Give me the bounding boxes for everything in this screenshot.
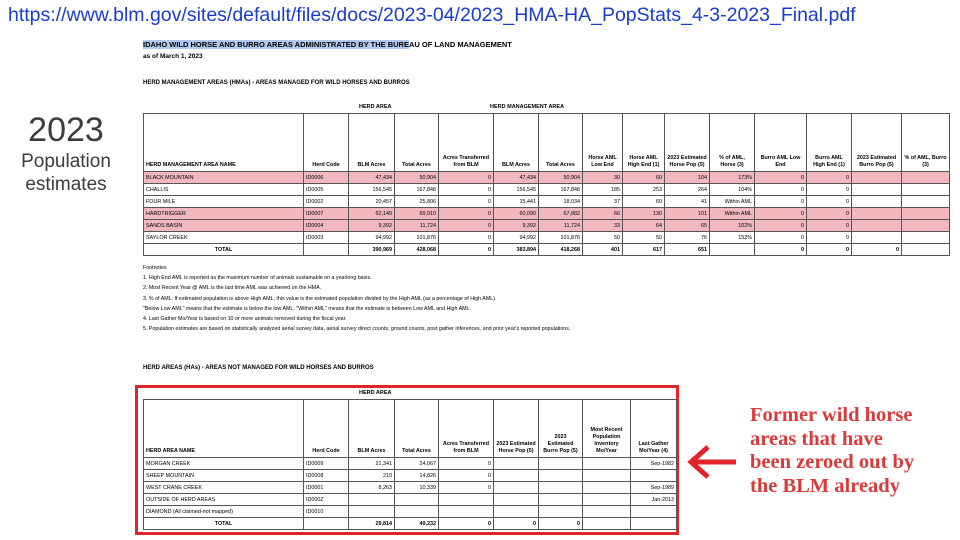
table-cell: 9,392 bbox=[494, 220, 539, 232]
row-name-cell: FOUR MILE bbox=[144, 196, 304, 208]
table-cell: 0 bbox=[439, 458, 494, 470]
row-name-cell: BLACK MOUNTAIN bbox=[144, 172, 304, 184]
table-cell: 50 bbox=[583, 232, 623, 244]
table-cell bbox=[852, 184, 902, 196]
table-cell: 152% bbox=[710, 232, 755, 244]
table-cell bbox=[539, 458, 583, 470]
total-row bbox=[144, 244, 950, 256]
table-cell: 130 bbox=[623, 208, 665, 220]
table-cell: 0 bbox=[755, 172, 807, 184]
table-cell bbox=[902, 232, 950, 244]
table-cell bbox=[395, 494, 439, 506]
table-cell bbox=[583, 458, 631, 470]
table-cell: 41 bbox=[665, 196, 710, 208]
table-cell: 14,826 bbox=[395, 470, 439, 482]
column-header: BLM Acres bbox=[349, 114, 395, 172]
row-name-cell: SHEEP MOUNTAIN bbox=[144, 470, 304, 482]
row-name-cell: TOTAL bbox=[144, 518, 304, 530]
table-cell: 156,545 bbox=[349, 184, 395, 196]
column-header: 2023 Estimated Horse Pop (5) bbox=[665, 114, 710, 172]
table-cell: 76 bbox=[665, 232, 710, 244]
table-cell bbox=[583, 518, 631, 530]
table-cell: 10,339 bbox=[395, 482, 439, 494]
title-highlighted: IDAHO WILD HORSE AND BURRO AREAS ADMINISTRATED BY THE BURE bbox=[143, 40, 409, 49]
table-cell: 0 bbox=[439, 482, 494, 494]
table-cell bbox=[902, 196, 950, 208]
row-name-cell: HARDTRIGGER bbox=[144, 208, 304, 220]
table-cell: 390,969 bbox=[349, 244, 395, 256]
table-row bbox=[144, 482, 677, 494]
table-cell bbox=[902, 220, 950, 232]
column-header: HERD AREA NAME bbox=[144, 400, 304, 458]
row-name-cell: OUTSIDE OF HERD AREAS bbox=[144, 494, 304, 506]
table-cell bbox=[304, 518, 349, 530]
table-cell: 383,894 bbox=[494, 244, 539, 256]
row-name-cell: SANDS BASIN bbox=[144, 220, 304, 232]
table-cell: Jan-2013 bbox=[631, 494, 677, 506]
table-cell: 418,268 bbox=[539, 244, 583, 256]
table-cell: 0 bbox=[807, 208, 852, 220]
table-cell bbox=[304, 244, 349, 256]
table-cell: 401 bbox=[583, 244, 623, 256]
table-cell: 33 bbox=[583, 220, 623, 232]
table-cell: 0 bbox=[807, 196, 852, 208]
table-cell bbox=[494, 458, 539, 470]
row-name-cell: CHALLIS bbox=[144, 184, 304, 196]
table-cell bbox=[631, 518, 677, 530]
table-cell: 167,848 bbox=[539, 184, 583, 196]
table-cell: 0 bbox=[852, 244, 902, 256]
table-cell: ID000Z bbox=[304, 494, 349, 506]
table-cell: 50 bbox=[623, 232, 665, 244]
table-cell: 156,545 bbox=[494, 184, 539, 196]
row-name-cell: WEST CRANE CREEK bbox=[144, 482, 304, 494]
table-cell: ID0007 bbox=[304, 208, 349, 220]
table-cell bbox=[494, 482, 539, 494]
table-cell: ID0004 bbox=[304, 220, 349, 232]
table-cell bbox=[539, 494, 583, 506]
hma-group-hma: HERD MANAGEMENT AREA bbox=[490, 104, 565, 110]
table-cell: 15,441 bbox=[494, 196, 539, 208]
column-header: Most Recent Population Inventory Mo/Year bbox=[583, 400, 631, 458]
column-header: Total Acres bbox=[539, 114, 583, 172]
annotation-line-3: been zeroed out by bbox=[750, 451, 915, 473]
table-cell: 0 bbox=[755, 220, 807, 232]
table-cell: ID0005 bbox=[304, 184, 349, 196]
annotation-line-1: Former wild horse bbox=[750, 404, 913, 426]
column-header: 2023 Estimated Horse Pop (5) bbox=[494, 400, 539, 458]
column-header: HERD MANAGEMENT AREA NAME bbox=[144, 114, 304, 172]
table-cell: 47,434 bbox=[494, 172, 539, 184]
table-cell: 69,910 bbox=[395, 208, 439, 220]
annotation-line-4: the BLM already bbox=[750, 474, 900, 497]
annotation-text bbox=[750, 404, 914, 498]
table-cell bbox=[439, 494, 494, 506]
table-cell: 0 bbox=[807, 184, 852, 196]
source-url[interactable]: https://www.blm.gov/sites/default/files/docs/2023-04/2023_HMA-HA_PopStats_4-3-2023_Final.pdf bbox=[8, 4, 856, 26]
table-cell: 101,876 bbox=[395, 232, 439, 244]
footnote: "Below Low AML" means that the estimate is below the low AML. "Within AML" means that the estimate is between Low AML and High AML. bbox=[143, 305, 471, 312]
table-cell: 60 bbox=[623, 196, 665, 208]
column-header: 2023 Estimated Burro Pop (5) bbox=[539, 400, 583, 458]
table-cell: 94,992 bbox=[349, 232, 395, 244]
column-header: % of AML, Burro (3) bbox=[902, 114, 950, 172]
table-cell: 0 bbox=[539, 518, 583, 530]
table-cell: 0 bbox=[807, 232, 852, 244]
left-arrow-icon bbox=[686, 444, 738, 480]
table-cell: Sep-1982 bbox=[631, 458, 677, 470]
table-row bbox=[144, 232, 950, 244]
table-cell: 0 bbox=[439, 172, 494, 184]
table-cell: 101,876 bbox=[539, 232, 583, 244]
hma-header-row bbox=[144, 114, 950, 172]
table-cell: 0 bbox=[439, 196, 494, 208]
table-cell: ID0003 bbox=[304, 232, 349, 244]
footnotes-heading: Footnotes bbox=[143, 265, 167, 271]
table-cell: 18,034 bbox=[539, 196, 583, 208]
column-header: Total Acres bbox=[395, 114, 439, 172]
table-cell: ID0001 bbox=[304, 482, 349, 494]
table-row bbox=[144, 196, 950, 208]
table-cell: 102% bbox=[710, 220, 755, 232]
ha-section-heading: HERD AREAS (HAs) - AREAS NOT MANAGED FOR WILD HORSES AND BURROS bbox=[143, 365, 374, 371]
column-header: BLM Acres bbox=[494, 114, 539, 172]
table-cell: 0 bbox=[439, 184, 494, 196]
table-cell: 0 bbox=[807, 220, 852, 232]
column-header: Herd Code bbox=[304, 114, 349, 172]
table-cell bbox=[902, 184, 950, 196]
ha-header-row bbox=[144, 400, 677, 458]
table-cell: 62,149 bbox=[349, 208, 395, 220]
table-cell bbox=[852, 232, 902, 244]
row-name-cell: TOTAL bbox=[144, 244, 304, 256]
side-line-2: estimates bbox=[25, 174, 107, 195]
table-cell: 104 bbox=[665, 172, 710, 184]
table-cell: 0 bbox=[755, 196, 807, 208]
footnote: 4. Last Gather Mo/Year is based on 10 or more animals removed during the fiscal year. bbox=[143, 316, 347, 323]
table-cell bbox=[395, 506, 439, 518]
hma-section-heading: HERD MANAGEMENT AREAS (HMAs) - AREAS MANAGED FOR WILD HORSES AND BURROS bbox=[143, 80, 410, 86]
footnote: 5. Population estimates are based on statistically analyzed aerial survey data, aerial survey direct counts, ground counts, post gather inferences, and prior year's reported populations. bbox=[143, 326, 571, 333]
table-cell: 67,882 bbox=[539, 208, 583, 220]
footnote: 3. % of AML: If estimated population is above High AML, this value is the estimated population divided by the High AML (as a percentage of High AML). bbox=[143, 295, 497, 302]
table-cell bbox=[349, 494, 395, 506]
table-cell: ID0006 bbox=[304, 172, 349, 184]
table-cell: 167,848 bbox=[395, 184, 439, 196]
table-cell bbox=[852, 196, 902, 208]
table-cell: 50,904 bbox=[395, 172, 439, 184]
table-row bbox=[144, 458, 677, 470]
table-cell bbox=[852, 208, 902, 220]
table-cell: 0 bbox=[439, 470, 494, 482]
table-cell: Sep-1989 bbox=[631, 482, 677, 494]
total-row bbox=[144, 518, 677, 530]
table-cell: 50,904 bbox=[539, 172, 583, 184]
table-cell: 0 bbox=[755, 232, 807, 244]
table-cell: 25,806 bbox=[395, 196, 439, 208]
table-cell: 8,263 bbox=[349, 482, 395, 494]
table-cell: 185 bbox=[583, 184, 623, 196]
ha-group-herd-area: HERD AREA bbox=[359, 390, 392, 396]
table-cell bbox=[539, 470, 583, 482]
table-cell bbox=[583, 506, 631, 518]
table-cell: 101 bbox=[665, 208, 710, 220]
column-header: Acres Transferred from BLM bbox=[439, 114, 494, 172]
row-name-cell: SAYLOR CREEK bbox=[144, 232, 304, 244]
side-year: 2023 bbox=[28, 111, 104, 149]
table-cell: 617 bbox=[623, 244, 665, 256]
table-cell: 651 bbox=[665, 244, 710, 256]
table-cell bbox=[439, 506, 494, 518]
column-header: Horse AML High End (1) bbox=[623, 114, 665, 172]
column-header: Herd Code bbox=[304, 400, 349, 458]
table-cell: 9,392 bbox=[349, 220, 395, 232]
table-cell: Within AML bbox=[710, 196, 755, 208]
table-cell bbox=[902, 172, 950, 184]
table-cell: Within AML bbox=[710, 208, 755, 220]
table-cell: 253 bbox=[623, 184, 665, 196]
table-cell bbox=[902, 244, 950, 256]
table-row bbox=[144, 172, 950, 184]
table-cell: 60,090 bbox=[494, 208, 539, 220]
table-cell: ID0010 bbox=[304, 506, 349, 518]
table-cell: 0 bbox=[439, 220, 494, 232]
table-cell: 65 bbox=[665, 220, 710, 232]
table-cell: 264 bbox=[665, 184, 710, 196]
column-header: Burro AML Low End bbox=[755, 114, 807, 172]
table-cell: 64 bbox=[623, 220, 665, 232]
column-header: Total Acres bbox=[395, 400, 439, 458]
annotation-line-2: areas that have bbox=[750, 427, 883, 450]
table-cell: 66 bbox=[583, 208, 623, 220]
table-cell: 24,067 bbox=[395, 458, 439, 470]
table-cell: 29,814 bbox=[349, 518, 395, 530]
side-caption bbox=[6, 110, 126, 196]
table-cell: 0 bbox=[755, 184, 807, 196]
table-cell: 37 bbox=[583, 196, 623, 208]
table-cell bbox=[539, 506, 583, 518]
table-cell bbox=[494, 494, 539, 506]
ha-table bbox=[143, 399, 677, 530]
table-cell: 20,457 bbox=[349, 196, 395, 208]
table-cell: 0 bbox=[439, 244, 494, 256]
table-cell: 104% bbox=[710, 184, 755, 196]
table-cell bbox=[852, 220, 902, 232]
table-cell: 173% bbox=[710, 172, 755, 184]
table-cell: 0 bbox=[807, 244, 852, 256]
table-row bbox=[144, 506, 677, 518]
table-row bbox=[144, 220, 950, 232]
table-cell: 11,724 bbox=[539, 220, 583, 232]
column-header: Last Gather Mo/Year (4) bbox=[631, 400, 677, 458]
table-cell: 11,724 bbox=[395, 220, 439, 232]
table-row bbox=[144, 184, 950, 196]
table-cell: 21,341 bbox=[349, 458, 395, 470]
footnotes bbox=[143, 263, 570, 334]
table-cell bbox=[539, 482, 583, 494]
column-header: BLM Acres bbox=[349, 400, 395, 458]
footnote: 2. Most Recent Year @ AML is the last time AML was achieved on the HMA. bbox=[143, 285, 322, 292]
table-row bbox=[144, 208, 950, 220]
table-cell bbox=[583, 470, 631, 482]
table-cell: 0 bbox=[439, 518, 494, 530]
table-cell: 0 bbox=[807, 172, 852, 184]
column-header: % of AML, Horse (3) bbox=[710, 114, 755, 172]
footnote: 1. High End AML is reported as the maximum number of animals sustainable on a yearlong basis. bbox=[143, 275, 372, 282]
table-cell: 94,992 bbox=[494, 232, 539, 244]
table-cell: 0 bbox=[494, 518, 539, 530]
table-cell: ID0008 bbox=[304, 470, 349, 482]
table-cell: ID0009 bbox=[304, 458, 349, 470]
table-cell: 47,434 bbox=[349, 172, 395, 184]
table-cell bbox=[631, 470, 677, 482]
table-cell bbox=[852, 172, 902, 184]
table-cell: 60 bbox=[623, 172, 665, 184]
column-header: Burro AML High End (1) bbox=[807, 114, 852, 172]
table-cell: 0 bbox=[439, 208, 494, 220]
table-cell: 0 bbox=[439, 232, 494, 244]
table-cell: 0 bbox=[755, 244, 807, 256]
hma-group-herd-area: HERD AREA bbox=[359, 104, 392, 110]
column-header: 2023 Estimated Burro Pop (5) bbox=[852, 114, 902, 172]
table-cell: 428,068 bbox=[395, 244, 439, 256]
column-header: Acres Transferred from BLM bbox=[439, 400, 494, 458]
side-line-1: Population bbox=[21, 151, 111, 172]
table-cell bbox=[583, 482, 631, 494]
table-cell: 210 bbox=[349, 470, 395, 482]
table-cell: 30 bbox=[583, 172, 623, 184]
document-title bbox=[143, 40, 512, 49]
table-cell: ID0002 bbox=[304, 196, 349, 208]
table-cell bbox=[902, 208, 950, 220]
table-cell bbox=[631, 506, 677, 518]
hma-table bbox=[143, 113, 950, 256]
table-cell bbox=[494, 506, 539, 518]
table-row bbox=[144, 470, 677, 482]
as-of-date: as of March 1, 2023 bbox=[143, 53, 203, 60]
title-rest: AU OF LAND MANAGEMENT bbox=[408, 40, 512, 49]
row-name-cell: MORGAN CREEK bbox=[144, 458, 304, 470]
table-cell bbox=[494, 470, 539, 482]
table-row bbox=[144, 494, 677, 506]
table-cell: 0 bbox=[755, 208, 807, 220]
table-cell: 49,232 bbox=[395, 518, 439, 530]
row-name-cell: DIAMOND (All claimed-not mapped) bbox=[144, 506, 304, 518]
table-cell bbox=[710, 244, 755, 256]
table-cell bbox=[349, 506, 395, 518]
table-cell bbox=[583, 494, 631, 506]
column-header: Horse AML Low End bbox=[583, 114, 623, 172]
